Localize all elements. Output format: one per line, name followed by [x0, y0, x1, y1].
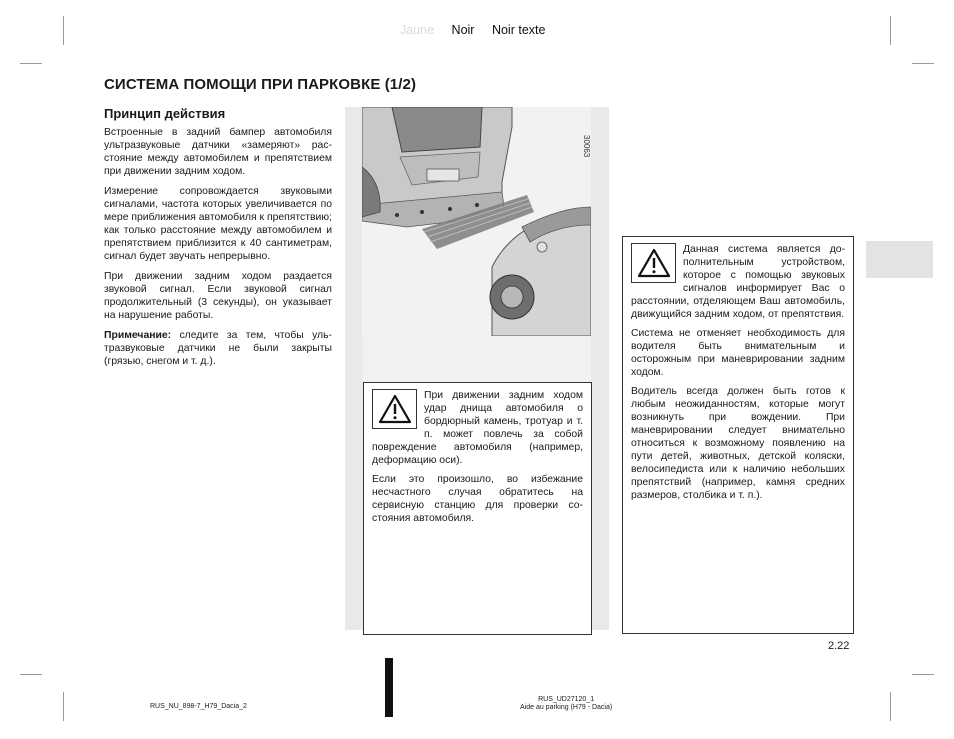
warning-text: Данная система является дополнительным устройством, которое с помощью звуковых сигналов информирует Вас о расстоянии, отделяющем Ваш автомобиль, движущийся задним ходом, от препятствия.: [631, 244, 845, 320]
page-number: 2.22: [828, 640, 850, 652]
chapter-tab: [866, 241, 933, 278]
paragraph: При движении задним ходом раздается звуковой сигнал. Если звуковой сигнал продолжительный (3 секунды), он указывает на нарушение работы.: [104, 271, 332, 321]
paragraph: Встроенные в задний бампер автомобиля ультразвуковые датчики «замеряют» расстояние между автомобилем и препятствием при движении задним ходом.: [104, 127, 332, 177]
warning-box-middle: [363, 382, 592, 635]
warning-text: При движении задним ходом удар днища автомобиля о бордюрный камень, тротуар и т. п. может повлечь за собой повреждение автомобиля (например, деформацию оси).: [372, 390, 583, 466]
warning-box-right: [622, 236, 854, 634]
crop-mark: [20, 63, 42, 64]
crop-mark: [890, 692, 891, 721]
crop-mark: [912, 674, 934, 675]
warning-triangle-icon: [372, 389, 417, 429]
left-column-text: [104, 126, 332, 375]
paragraph: Измерение сопровождается звуковыми сигналами, частота которых увеличивается по мере приближения автомобиля к препятствию; как только расстояние между автомобилем и препятствием приблизится к 40 сантиметрам, сигнал будет звучать непрерывно.: [104, 186, 332, 262]
note-label: Примечание:: [104, 330, 172, 341]
crop-mark: [20, 674, 42, 675]
parking-sensor-illustration: [362, 107, 591, 336]
registration-bar: [385, 658, 393, 717]
crop-mark: [63, 16, 64, 45]
page-title: СИСТЕМА ПОМОЩИ ПРИ ПАРКОВКЕ (1/2): [104, 76, 417, 93]
footer-right-code: [520, 696, 612, 712]
label-noir-texte: Noir texte: [491, 23, 546, 37]
column-band: [591, 107, 609, 630]
footer-left-code: RUS_NU_898-7_H79_Dacia_2: [150, 703, 247, 710]
column-band: [345, 107, 363, 630]
label-jaune: Jaune: [400, 23, 435, 37]
crop-mark: [63, 692, 64, 721]
warning-text: Если это произошло, во избежание несчастного случая обратитесь на сервисную станцию для проверки состояния автомобиля.: [372, 474, 583, 524]
car-rear-illustration: [362, 107, 591, 336]
warning-text: Водитель всегда должен быть готов к любым неожиданностям, которые могут возникнуть при вождении. При маневрировании следует внимательно относиться к возможному появлению на пути детей, животных, детской коляски, велосипедиста или к наличию небольших препятствий (например, камня средних размеров, столбика и т. п.).: [631, 386, 845, 501]
crop-mark: [890, 16, 891, 45]
label-noir: Noir: [451, 23, 475, 37]
footer-right-line1: RUS_UD27120_1: [538, 696, 595, 703]
warning-triangle-icon: [631, 243, 676, 283]
note-text: следите за тем, чтобы ультразвуковые датчики не были закрыты (грязью, снегом и т. д.).: [104, 330, 332, 367]
note-paragraph: [104, 329, 332, 368]
color-separation-labels: [400, 23, 559, 37]
section-subtitle: Принцип действия: [104, 106, 226, 121]
warning-text: Система не отменяет необходимость для водителя быть внимательным и осторожным при маневрировании задним ходом.: [631, 328, 845, 378]
crop-mark: [912, 63, 934, 64]
footer-right-line2: Aide au parking (H79 - Dacia): [520, 704, 613, 711]
illustration-code: 30063: [582, 135, 591, 158]
